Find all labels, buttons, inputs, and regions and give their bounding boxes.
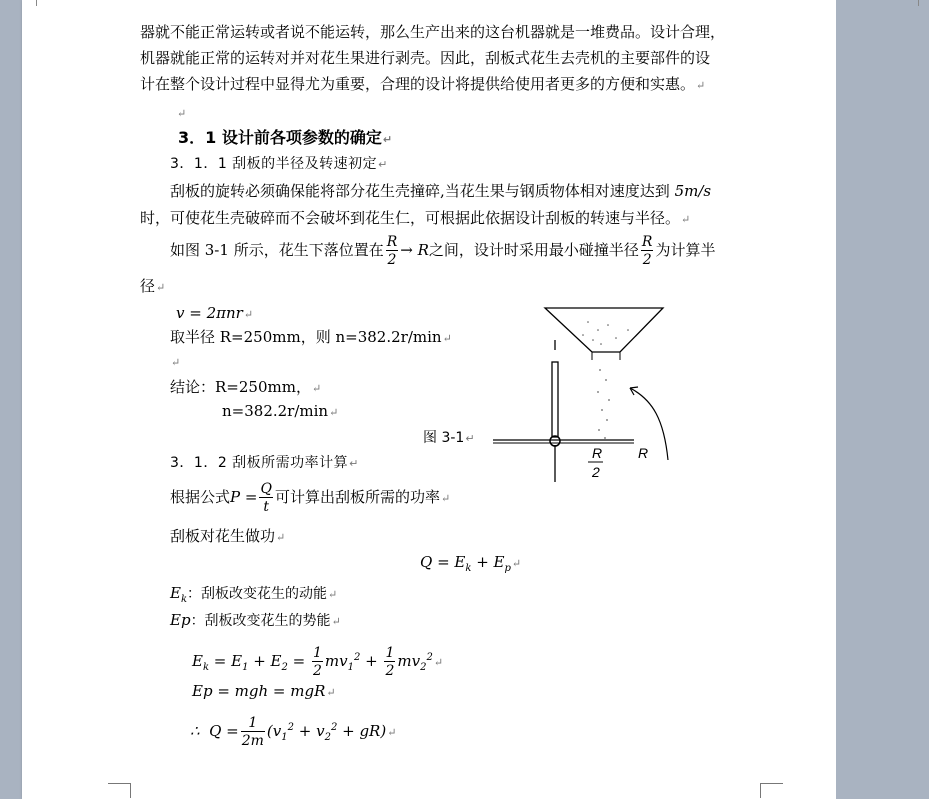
intro-line-2: 机器就能正常的运转对并对花生果进行剥壳。因此，刮板式花生去壳机的主要部件的设: [140, 49, 711, 67]
rotation-paragraph-line-2: 时，可使花生壳破碎而不会破坏到花生仁，可根据此依据设计刮板的转速与半径。↵: [140, 209, 691, 227]
subsection-heading-2: 3．1．2 刮板所需功率计算↵: [170, 455, 359, 471]
intro-line-1: 器就不能正常运转或者说不能运转，那么生产出来的这台机器就是一堆费品。设计合理，: [140, 23, 726, 41]
figure-label-r-half-numerator: R: [592, 445, 603, 461]
empty-paragraph-2: ↵: [171, 356, 181, 369]
page-corner-mark-left: [108, 783, 131, 798]
page-gutter: [836, 0, 929, 799]
equation-q-energy: $Q = E_k$ + $E_p↵$: [420, 553, 522, 574]
figure-3-1-sketch: [488, 300, 688, 490]
empty-paragraph: ↵: [177, 107, 187, 120]
rotation-paragraph-line-1: 刮板的旋转必须确保能将部分花生壳撞碎,当花生果与钢质物体相对速度达到 5m/s: [170, 182, 712, 200]
formula-velocity: v = 2πnr↵: [176, 304, 254, 322]
intro-line-3: 计在整个设计过程中显得尤为重要，合理的设计将提供给使用者更多的方便和实惠。↵: [140, 75, 706, 93]
figure-reference-paragraph-end: 径↵: [140, 277, 166, 295]
fraction-one-over-2m: $\frac{1}{2m}$: [241, 715, 264, 749]
fraction-r-half: $\frac{R}{2}$: [386, 234, 398, 268]
equation-potential-energy: Ep = mgh = mgR↵: [192, 682, 336, 700]
figure-caption: 图 3-1↵: [423, 430, 475, 446]
equation-q-final: ∴ Q = $\frac{1}{2m}$ ($v_1^2 + v_2^2$ + gR)↵: [190, 715, 397, 749]
fraction-r-half-2: $\frac{R}{2}$: [641, 234, 653, 268]
fraction-q-over-t: $\frac{Q}{t}$: [260, 481, 272, 515]
work-text: 刮板对花生做功↵: [170, 527, 286, 545]
fraction-half-2: $\frac{1}{2}$: [385, 645, 395, 679]
figure-label-r-half-denominator: 2: [592, 464, 600, 480]
conclusion-speed: n=382.2r/min↵: [222, 402, 339, 420]
subsection-heading-1: 3．1．1 刮板的半径及转速初定↵: [170, 156, 388, 172]
fraction-half-1: $\frac{1}{2}$: [313, 645, 322, 679]
conclusion-radius: 结论：R=250mm，↵: [170, 378, 322, 396]
figure-reference-paragraph: 如图 3-1 所示，花生下落位置在 $\frac{R}{2}$ → R之间，设计时采用最小碰撞半径 $\frac{R}{2}$ 为计算半: [170, 234, 716, 268]
equation-kinetic-energy: $E_k = E_1 + E_2$ = $\frac{1}{2}$ $mv_1^2$ + $\frac{1}{2}$ $mv_2^2↵$: [192, 645, 444, 679]
figure-label-r: R: [638, 445, 649, 461]
ep-definition: Ep：刮板改变花生的势能↵: [170, 611, 341, 629]
radius-selection: 取半径 R=250mm，则 n=382.2r/min↵: [170, 328, 452, 346]
page-corner-mark-right: [760, 783, 783, 798]
section-heading: 3．1 设计前各项参数的确定↵: [178, 128, 393, 147]
power-formula-paragraph: 根据公式P = $\frac{Q}{t}$ 可计算出刮板所需的功率↵: [170, 481, 451, 515]
ek-definition: $E_k$：刮板改变花生的动能↵: [170, 584, 338, 605]
